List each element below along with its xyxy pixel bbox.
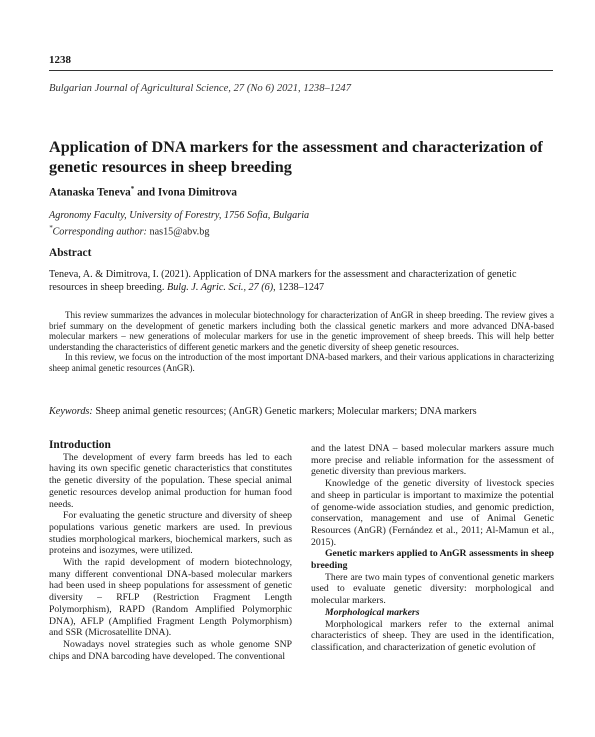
abstract-paragraph-2: In this review, we focus on the introduction of the most important DNA-based markers, and their various applications in characterizing sheep animal genetic resources (AnGR). [49,352,554,373]
author-2: and Ivona Dimitrova [134,186,237,199]
introduction-heading: Introduction [49,439,111,451]
corresponding-mark: * [49,224,53,232]
authors [49,185,237,199]
affiliation-block [49,209,309,238]
left-paragraph-3: With the rapid development of modern biotechnology, many different conventional DNA-based molecular markers had been used in sheep populations for assessment of genetic diversity – RFLP (Restriction Fragment Length Polymorphism), RAPD (Random Amplified Polymorphic DNA), AFLP (Amplified Fragment Length Polymorphism) and SSR (Microsatellite DNA). [49,557,292,639]
author-1: Atanaska Teneva [49,186,131,199]
page-number: 1238 [49,54,71,66]
left-paragraph-2: For evaluating the genetic structure and diversity of sheep populations various genetic markers are used. In previous studies morphological markers, biochemical markers, such as proteins and isozymes, were utilized. [49,510,292,557]
keywords-list: Sheep animal genetic resources; (AnGR) Genetic markers; Molecular markers; DNA markers [92,406,477,417]
author-mark: * [130,185,135,193]
corresponding-author [49,222,309,238]
citation [49,268,554,294]
right-paragraph-1: and the latest DNA – based molecular markers assure much more precise and reliable information for the assessment of genetic diversity than previous markers. [311,443,554,478]
header-rule [49,70,553,71]
abstract-paragraph-1: This review summarizes the advances in molecular biotechnology for characterization of AnGR in sheep breeding. The review gives a brief summary on the development of genetic markers including both the classical genetic markers and more advanced DNA-based molecular markers – new generations of molecular markers for use in the genetic improvement of sheep breeds. This will help better understanding the characteristics of different genetic markers and the genetic diversity of sheep genetic resources. [49,310,554,352]
article-title: Application of DNA markers for the assessment and characterization of genetic resources in sheep breeding [49,138,543,176]
abstract-heading: Abstract [49,247,92,259]
journal-reference: Bulgarian Journal of Agricultural Science, 27 (No 6) 2021, 1238–1247 [49,83,351,94]
corresponding-label: Corresponding author: [52,226,150,238]
citation-pages: , 1238–1247 [273,282,325,293]
section-heading-morphological-markers: Morphological markers [325,606,420,618]
affiliation: Agronomy Faculty, University of Forestry, 1756 Sofia, Bulgaria [49,210,310,221]
left-paragraph-1: The development of every farm breeds has led to each having its own specific genetic characteristics that constitutes the genetic diversity of the population. These special animal genetic resources develop animal production for human food needs. [49,451,292,510]
citation-journal: Bulg. J. Agric. Sci., 27 (6) [166,282,274,293]
citation-text: Teneva, A. & Dimitrova, I. (2021). Application of DNA markers for the assessment and characterization of genetic resources in sheep breeding. [49,269,517,293]
right-paragraph-2: Knowledge of the genetic diversity of livestock species and sheep in particular is important to maximize the potential of genome-wide association studies, and genomic prediction, conservation, management and use of Animal Genetic Resources (AnGR) (Fernández et al., 2011; Al-Mamun et al., 2015). [311,478,554,548]
section-heading-genetic-markers: Genetic markers applied to AnGR assessments in sheep breeding [311,548,555,572]
abstract-body [49,310,554,374]
right-paragraph-3: There are two main types of conventional genetic markers used to evaluate genetic diversity: morphological and molecular markers. [311,571,554,607]
left-paragraph-4: Nowadays novel strategies such as whole genome SNP chips and DNA barcoding have developed. The conventional [49,638,292,662]
keywords [49,406,554,417]
right-paragraph-4: Morphological markers refer to the external animal characteristics of sheep. They are used in the identification, classification, and characterization of genetic evolution of [311,618,554,653]
left-column [49,440,292,662]
right-column [311,443,554,654]
corresponding-email[interactable]: nas15@abv.bg [149,226,210,238]
keywords-label: Keywords: [49,406,93,417]
